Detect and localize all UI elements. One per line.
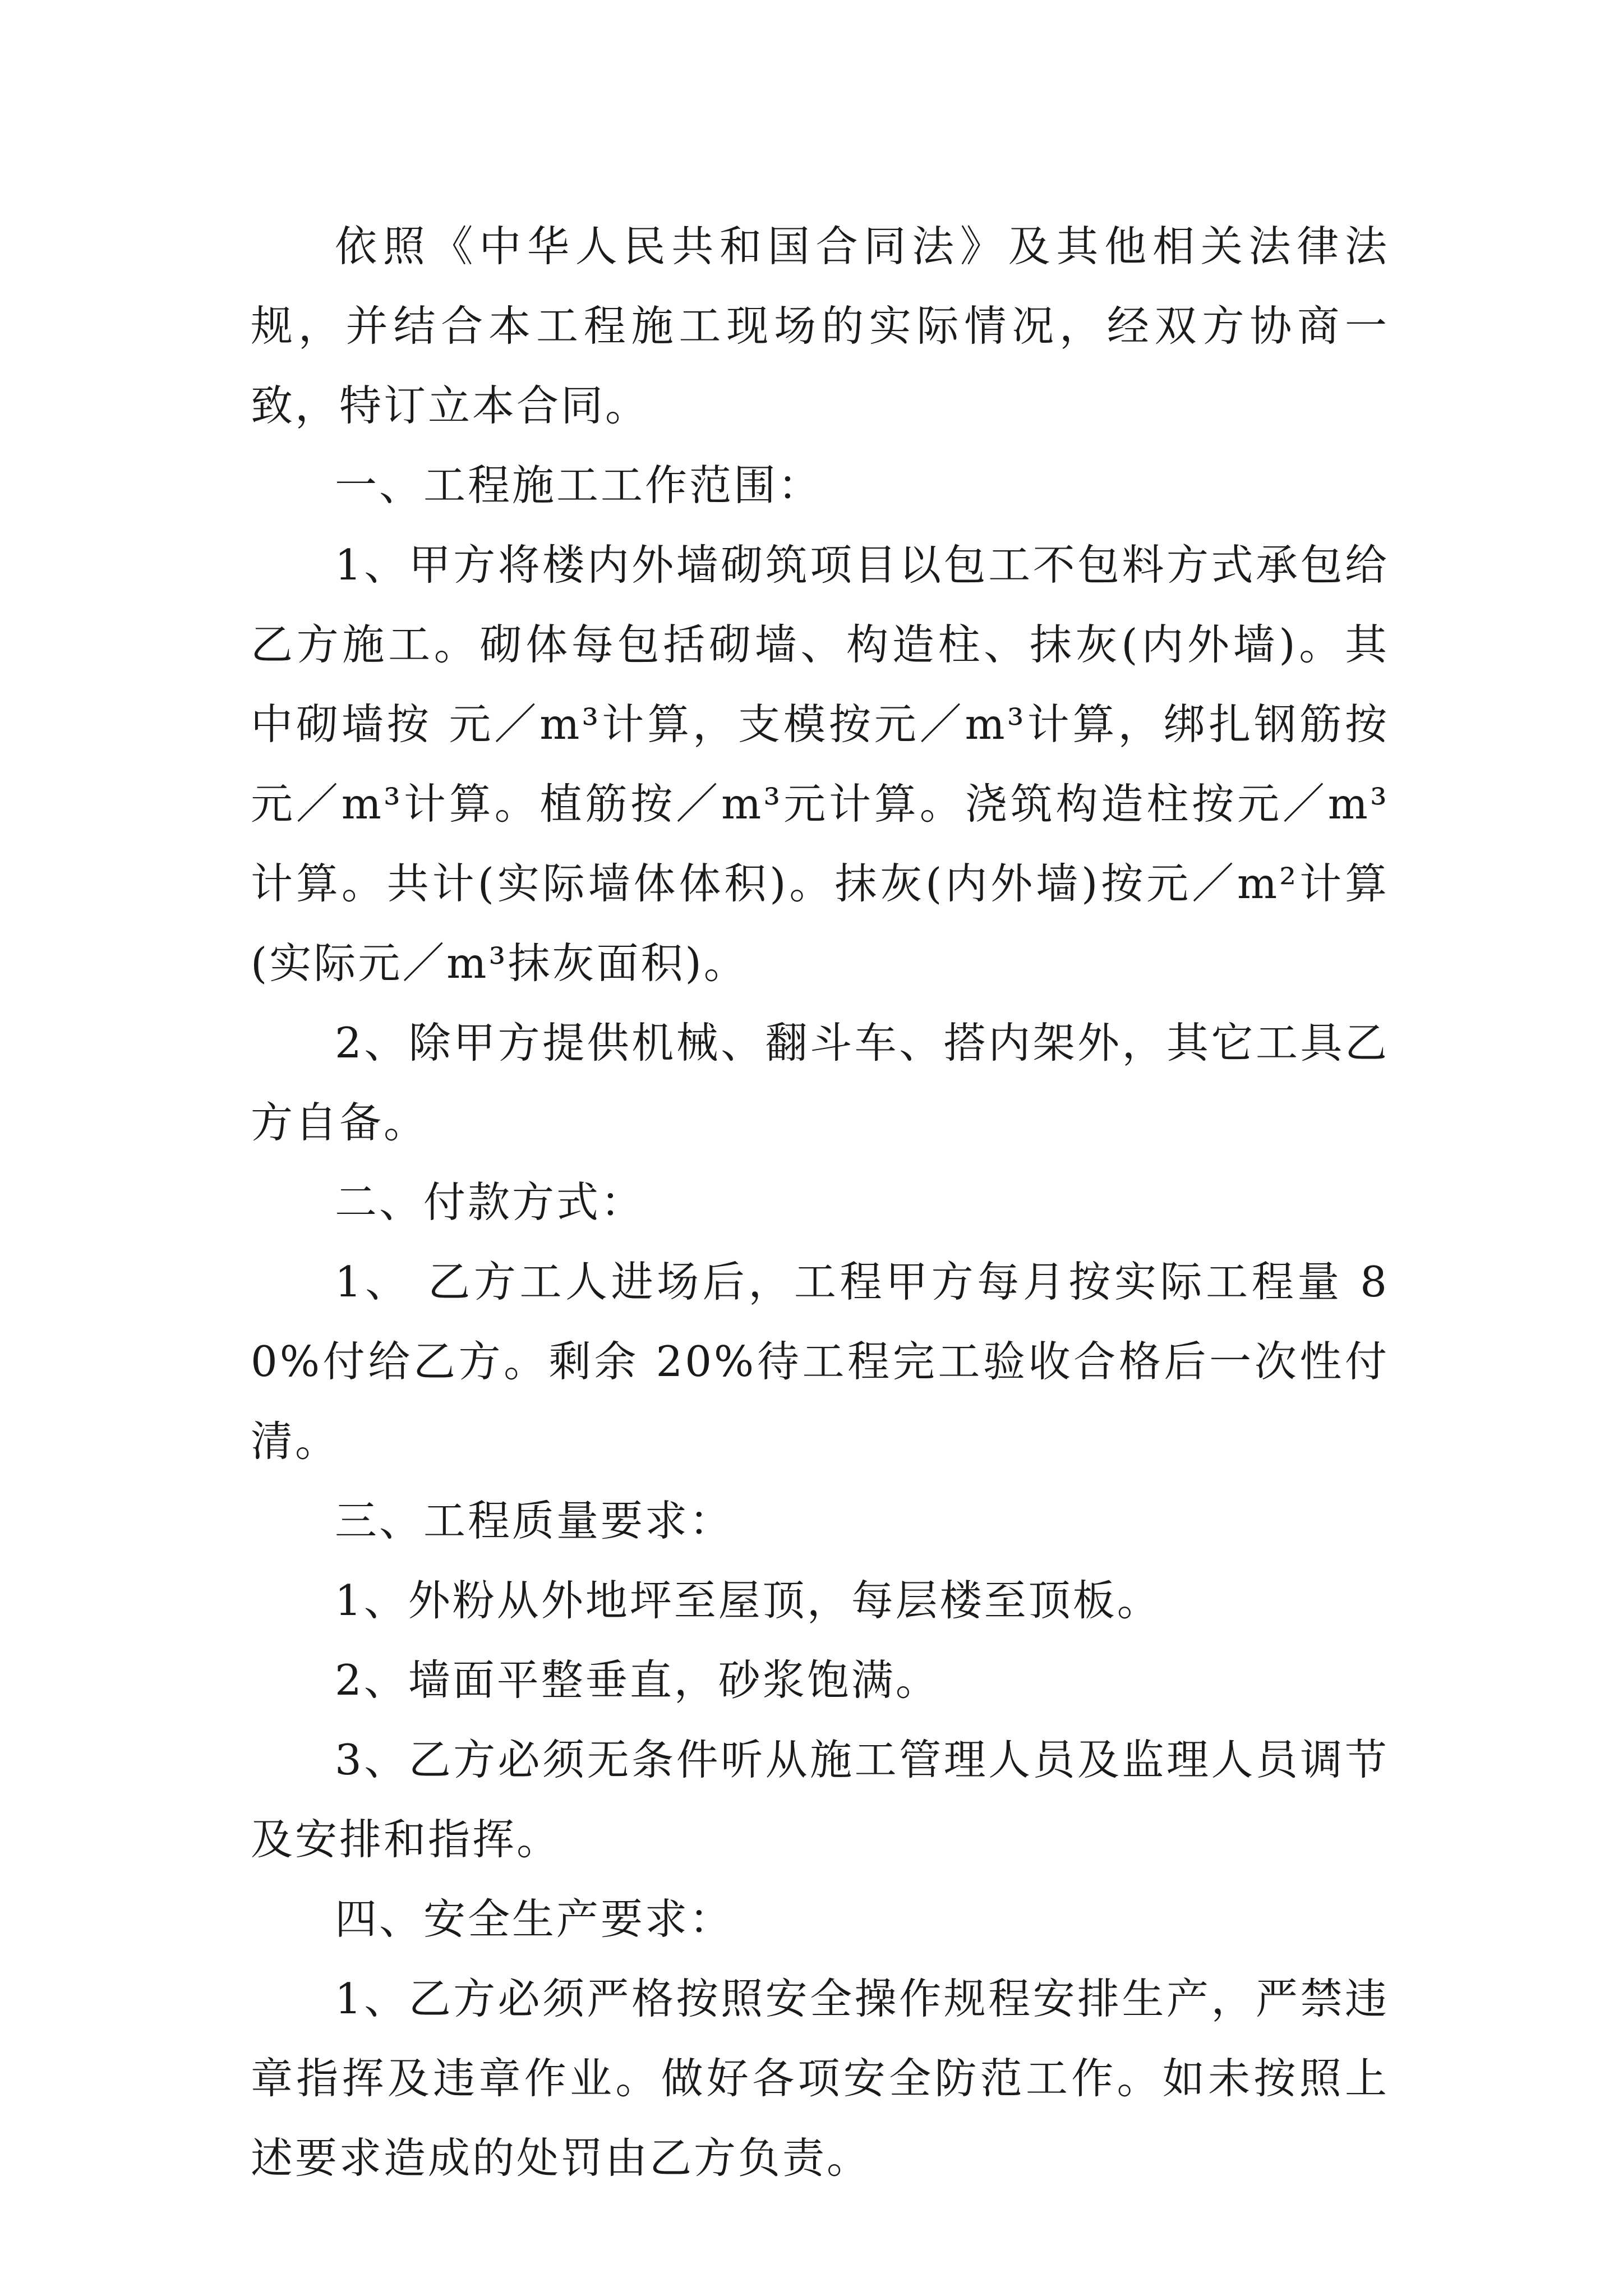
clause-scope-1: 1、甲方将楼内外墙砌筑项目以包工不包料方式承包给乙方施工。砌体每包括砌墙、构造柱、抹灰(内外墙)。其中砌墙按 元／m³计算，支模按元／m³计算，绑扎钢筋按元／m³计算。植筋按／m³元计算。浇筑构造柱按元／m³计算。共计(实际墙体体积)。抹灰(内外墙)按元／m²计算(实际元／m³抹灰面积)。 [251,540,1389,988]
section-heading-payment: 二、付款方式： [335,1177,645,1227]
clause-quality-2: 2、墙面平整垂直，砂浆饱满。 [335,1655,940,1705]
paragraph-intro: 依照《中华人民共和国合同法》及其他相关法律法规，并结合本工程施工现场的实际情况，经双方协商一致，特订立本合同。 [251,222,1389,430]
clause-quality-3: 3、乙方必须无条件听从施工管理人员及监理人员调节及安排和指挥。 [251,1735,1389,1864]
clause-payment-1: 1、 乙方工人进场后，工程甲方每月按实际工程量 80%付给乙方。剩余 20%待工程完工验收合格后一次性付清。 [251,1257,1389,1466]
clause-scope-2: 2、除甲方提供机械、翻斗车、搭内架外，其它工具乙方自备。 [251,1018,1389,1147]
clause-safety-1: 1、乙方必须严格按照安全操作规程安排生产，严禁违章指挥及违章作业。做好各项安全防范工作。如未按照上述要求造成的处罚由乙方负责。 [251,1974,1389,2183]
section-heading-quality: 三、工程质量要求： [335,1496,734,1545]
clause-quality-1: 1、外粉从外地坪至屋顶，每层楼至顶板。 [335,1576,1161,1625]
section-heading-scope: 一、工程施工工作范围： [335,461,823,510]
document-body [251,206,1389,2198]
section-heading-safety: 四、安全生产要求： [335,1894,734,1944]
